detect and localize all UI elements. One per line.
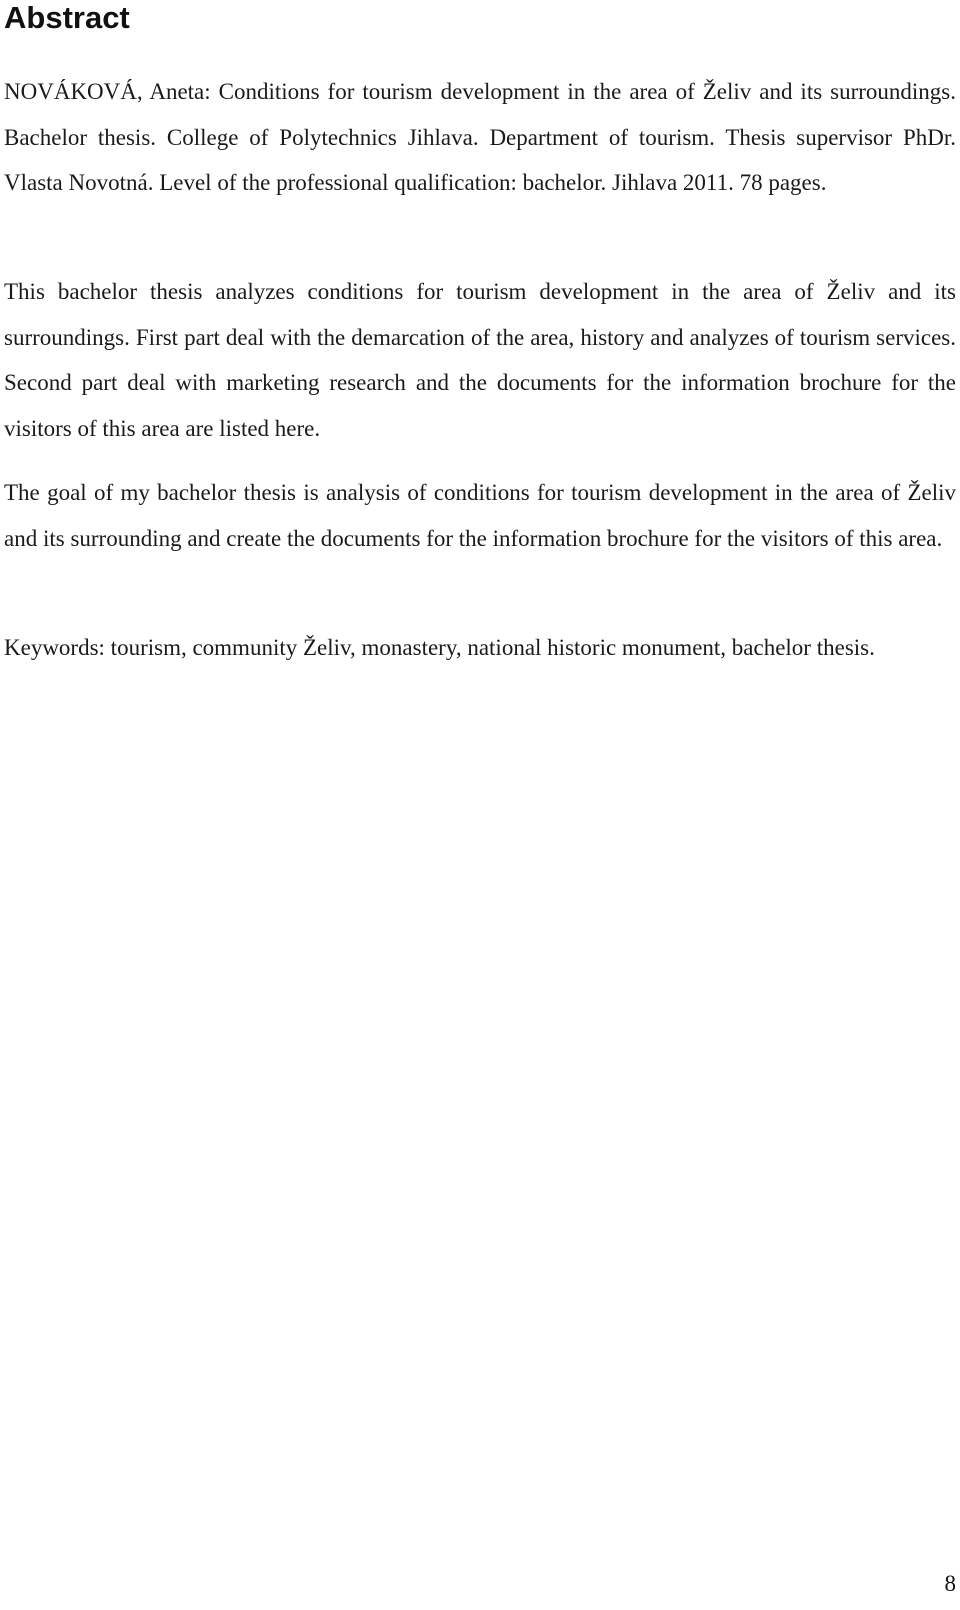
goal-paragraph: The goal of my bachelor thesis is analysis of conditions for tourism development in the area of Želiv and its surrounding and create the documents for the information brochure for the visitors of this area. [4,480,956,551]
keywords-paragraph: Keywords: tourism, community Želiv, monastery, national historic monument, bachelor thesis. [4,635,875,660]
page-title: Abstract [4,0,130,35]
page-number: 8 [944,1571,956,1596]
summary-paragraph: This bachelor thesis analyzes conditions for tourism development in the area of Želiv and its surroundings. First part deal with the demarcation of the area, history and analyzes of tourism services. Second part deal with marketing research and the documents for the information brochure for the visitors of this area are listed here. [4,279,956,441]
citation-paragraph: NOVÁKOVÁ, Aneta: Conditions for tourism development in the area of Želiv and its surroundings. Bachelor thesis. College of Polytechnics Jihlava. Department of tourism. Thesis supervisor PhDr. Vlasta Novotná. Level of the professional qualification: bachelor. Jihlava 2011. 78 pages. [4,79,956,195]
